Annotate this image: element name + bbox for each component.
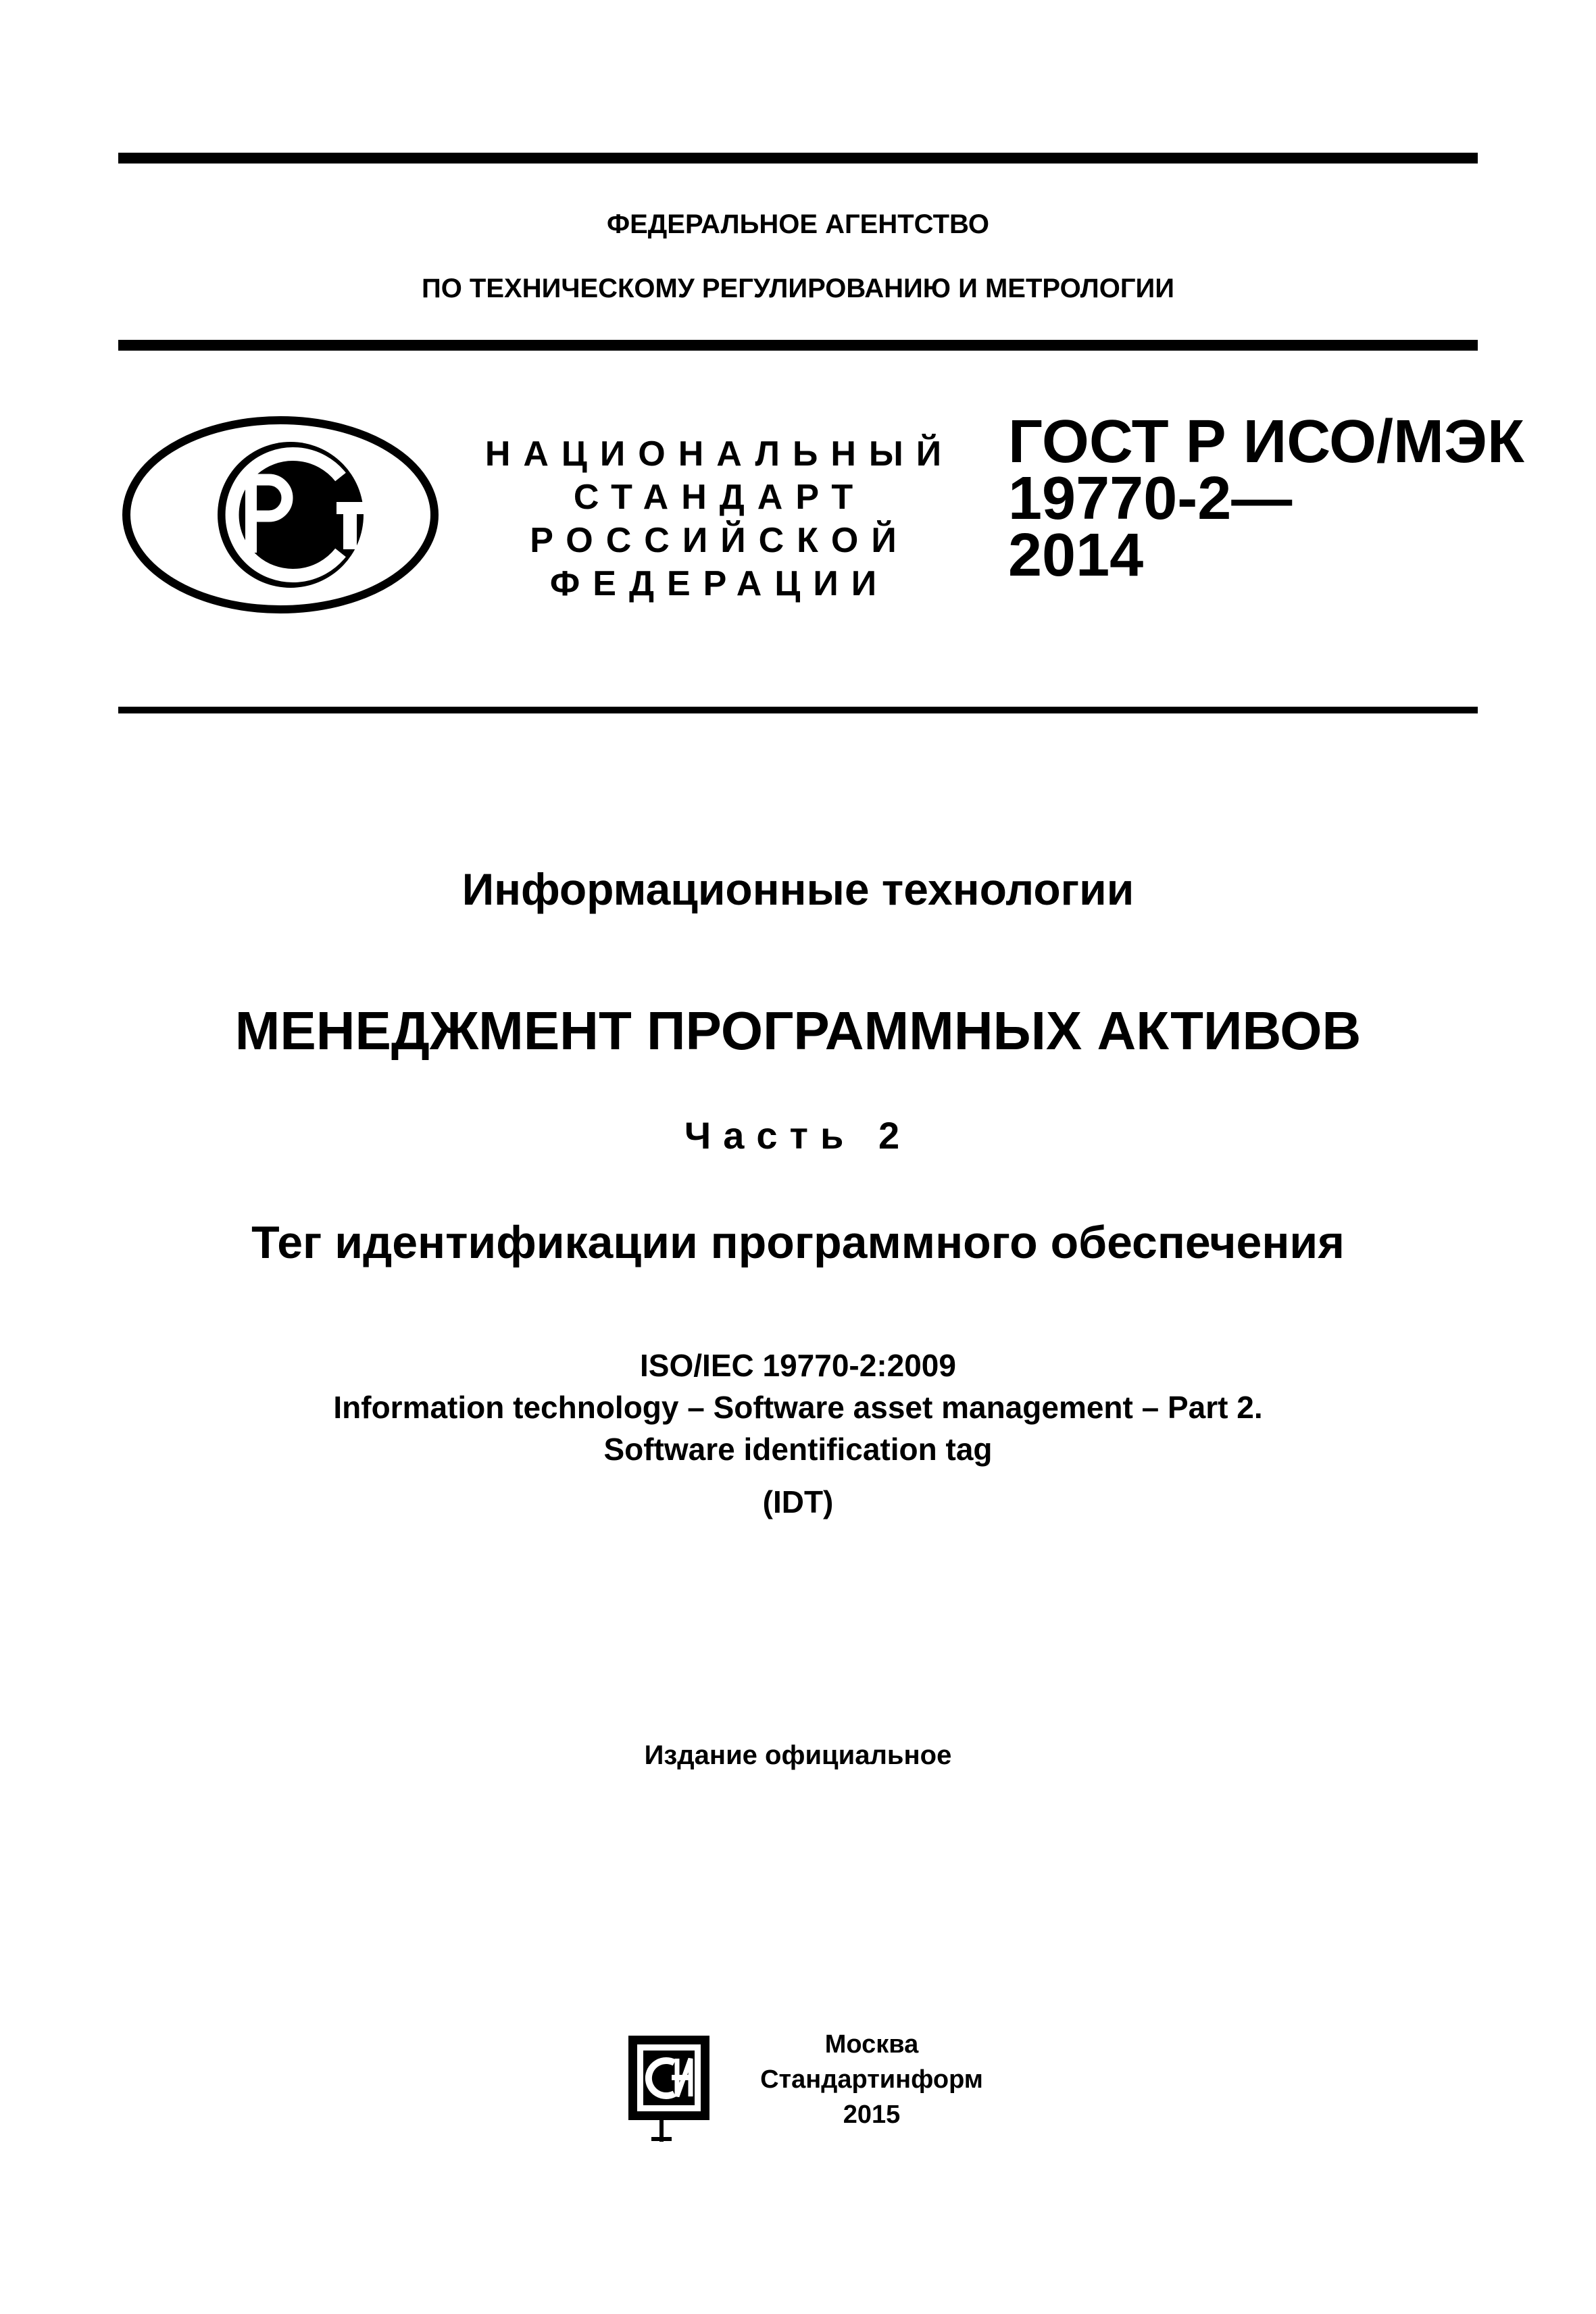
- standard-number: [1008, 408, 1524, 589]
- top-rule: [118, 153, 1478, 164]
- standard-number-line-3: 2014: [1008, 522, 1144, 589]
- document-title: Информационные технологии: [462, 864, 1134, 914]
- iso-reference-line-3: Software identification tag: [603, 1432, 993, 1467]
- idt-marker: (IDT): [762, 1484, 834, 1519]
- standard-number-line-2: 19770-2—: [1008, 465, 1293, 532]
- header-bottom-rule: [118, 707, 1478, 713]
- document-part: Часть 2: [684, 1114, 912, 1157]
- gost-r-conformity-mark-icon: [120, 413, 441, 616]
- iso-reference-line-2: Information technology – Software asset management – Part 2.: [333, 1390, 1263, 1425]
- publisher-name: Стандартинформ: [760, 2065, 983, 2094]
- iso-reference: [0, 1344, 1596, 1470]
- national-standard-line: РОССИЙСКОЙ: [530, 521, 909, 560]
- iso-reference-line-1: ISO/IEC 19770-2:2009: [640, 1348, 956, 1383]
- document-subtitle: Тег идентификации программного обеспечения: [251, 1217, 1345, 1268]
- agency-line-2: ПО ТЕХНИЧЕСКОМУ РЕГУЛИРОВАНИЮ И МЕТРОЛОГИИ: [421, 274, 1175, 303]
- publisher-city: Москва: [824, 2030, 919, 2059]
- document-title-upper: МЕНЕДЖМЕНТ ПРОГРАММНЫХ АКТИВОВ: [234, 1001, 1362, 1061]
- national-standard-line: ФЕДЕРАЦИИ: [549, 564, 890, 603]
- agency-bottom-rule: [118, 340, 1478, 351]
- national-standard-line: СТАНДАРТ: [573, 478, 866, 517]
- national-standard-line: НАЦИОНАЛЬНЫЙ: [484, 434, 955, 474]
- edition-label: Издание официальное: [644, 1740, 952, 1770]
- national-standard-label: [473, 432, 966, 605]
- standard-number-line-1: ГОСТ Р ИСО/МЭК: [1008, 408, 1524, 476]
- agency-line-1: ФЕДЕРАЛЬНОЕ АГЕНТСТВО: [606, 209, 990, 239]
- publisher-year: 2015: [843, 2101, 901, 2129]
- publisher-block: [743, 2027, 1000, 2132]
- standartinform-logo-icon: [615, 2023, 723, 2152]
